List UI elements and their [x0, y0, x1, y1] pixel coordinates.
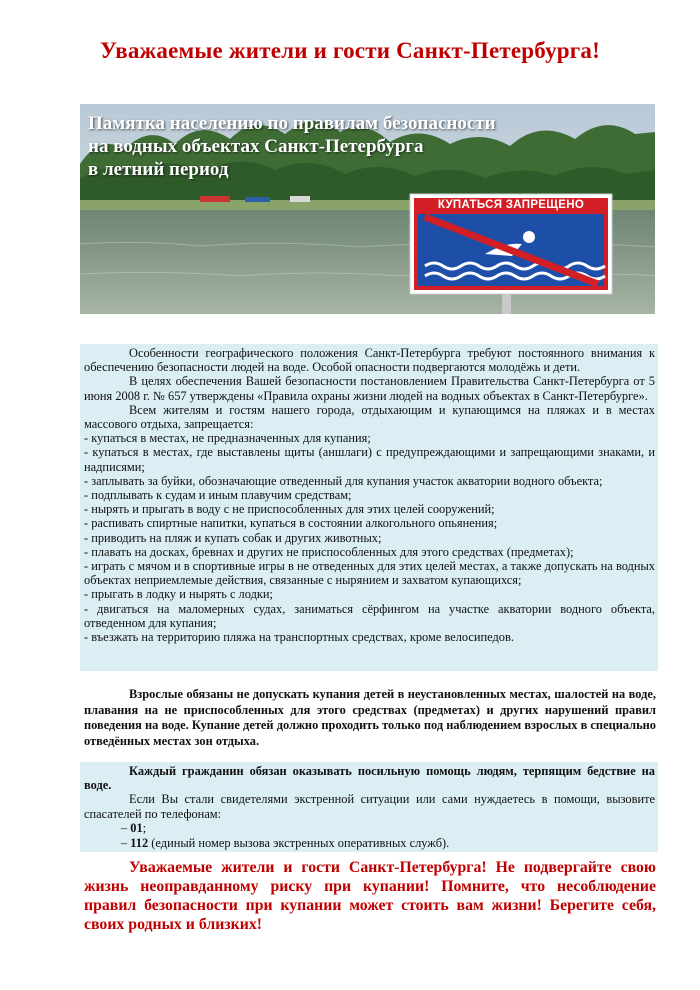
banner-title-line: в летний период	[88, 159, 229, 180]
info-paragraph: В целях обеспечения Вашей безопасности постановлением Правительства Санкт-Петербурга от 5 июня 2008 г. № 657 утверждены «Правила охраны жизни людей на водных объектах в Санкт-Петербурге».	[84, 374, 655, 403]
banner-title-line: Памятка населению по правилам безопасности	[88, 113, 496, 134]
phone-line	[84, 836, 655, 852]
list-item: - распивать спиртные напитки, купаться в состоянии алкогольного опьянения;	[84, 516, 498, 531]
list-item: - заплывать за буйки, обозначающие отведенный для купания участок акватории водного объекта;	[84, 473, 603, 488]
info-paragraph: Особенности географического положения Санкт-Петербурга требуют постоянного внимания к обеспечению безопасности людей на воде. Особой опасности подвергаются молодёжь и дети.	[84, 346, 655, 375]
list-item: - играть с мячом и в спортивные игры в не отведенных для этих целей местах, а также допускать на водных объектах неприемлемые действия, связанные с нырянием и захватом купающихся;	[84, 559, 655, 588]
list-item: - купаться в местах, не предназначенных для купания;	[84, 431, 371, 446]
list-item: - въезжать на территорию пляжа на транспортных средствах, кроме велосипедов.	[84, 630, 514, 645]
banner-title	[88, 112, 496, 181]
phone-suffix: (единый номер вызова экстренных оперативных служб).	[148, 836, 450, 851]
list-item: - нырять и прыгать в воду с не приспособленных для этих целей сооружений;	[84, 502, 495, 517]
list-item: - прыгать в лодку и нырять с лодки;	[84, 587, 273, 602]
phone-suffix: ;	[142, 820, 147, 835]
list-item: - подплывать к судам и иным плавучим средствам;	[84, 488, 352, 503]
phone-dash: –	[121, 820, 131, 835]
final-appeal: Уважаемые жители и гости Санкт-Петербурга! Не подвергайте свою жизнь неоправданному риску при купании! Помните, что несоблюдение правил безопасности при купании может стоить вам жизни! Берегите себя, своих родных и близких!	[84, 859, 656, 933]
page-title: Уважаемые жители и гости Санкт-Петербурга!	[100, 38, 600, 63]
info-paragraph: Всем жителям и гостям нашего города, отдыхающим и купающимся на пляжах и в местах массового отдыха, запрещается:	[84, 402, 655, 432]
list-item: - двигаться на маломерных судах, заниматься сёрфингом на участке акватории водного объекта, отведенном для купания;	[84, 601, 655, 630]
banner-title-line: на водных объектах Санкт-Петербурга	[88, 136, 424, 157]
duty-text: Каждый гражданин обязан оказывать посильную помощь людям, терпящим бедствие на воде.	[84, 764, 655, 793]
phone-number: 112	[130, 836, 149, 851]
witness-text: Если Вы стали свидетелями экстренной ситуации или сами нуждаетесь в помощи, вызовите спасателей по телефонам:	[84, 792, 655, 821]
prohibitions-list	[84, 431, 655, 644]
phone-dash: –	[121, 836, 131, 851]
help-box	[80, 762, 658, 852]
list-item: - приводить на пляж и купать собак и других животных;	[84, 530, 382, 545]
list-item: - плавать на досках, бревнах и других не приспособленных для этого средствах (предметах);	[84, 544, 574, 559]
banner-photo	[80, 104, 655, 314]
adults-notice: Взрослые обязаны не допускать купания детей в неустановленных местах, шалостей на воде, плавания на не приспособленных для этого средствах (предметах) и других нарушений правил поведения на воде. Купание детей должно проходить только под наблюдением взрослых в специально отведённых местах зон отдыха.	[84, 687, 656, 748]
list-item: - купаться в местах, где выставлены щиты (аншлаги) с предупреждающими и запрещающими знаками, и надписями;	[84, 445, 655, 474]
phone-line	[84, 821, 655, 837]
phone-number: 01	[130, 820, 143, 835]
sign-label: КУПАТЬСЯ ЗАПРЕЩЕНО	[437, 199, 585, 211]
info-box	[80, 344, 658, 671]
